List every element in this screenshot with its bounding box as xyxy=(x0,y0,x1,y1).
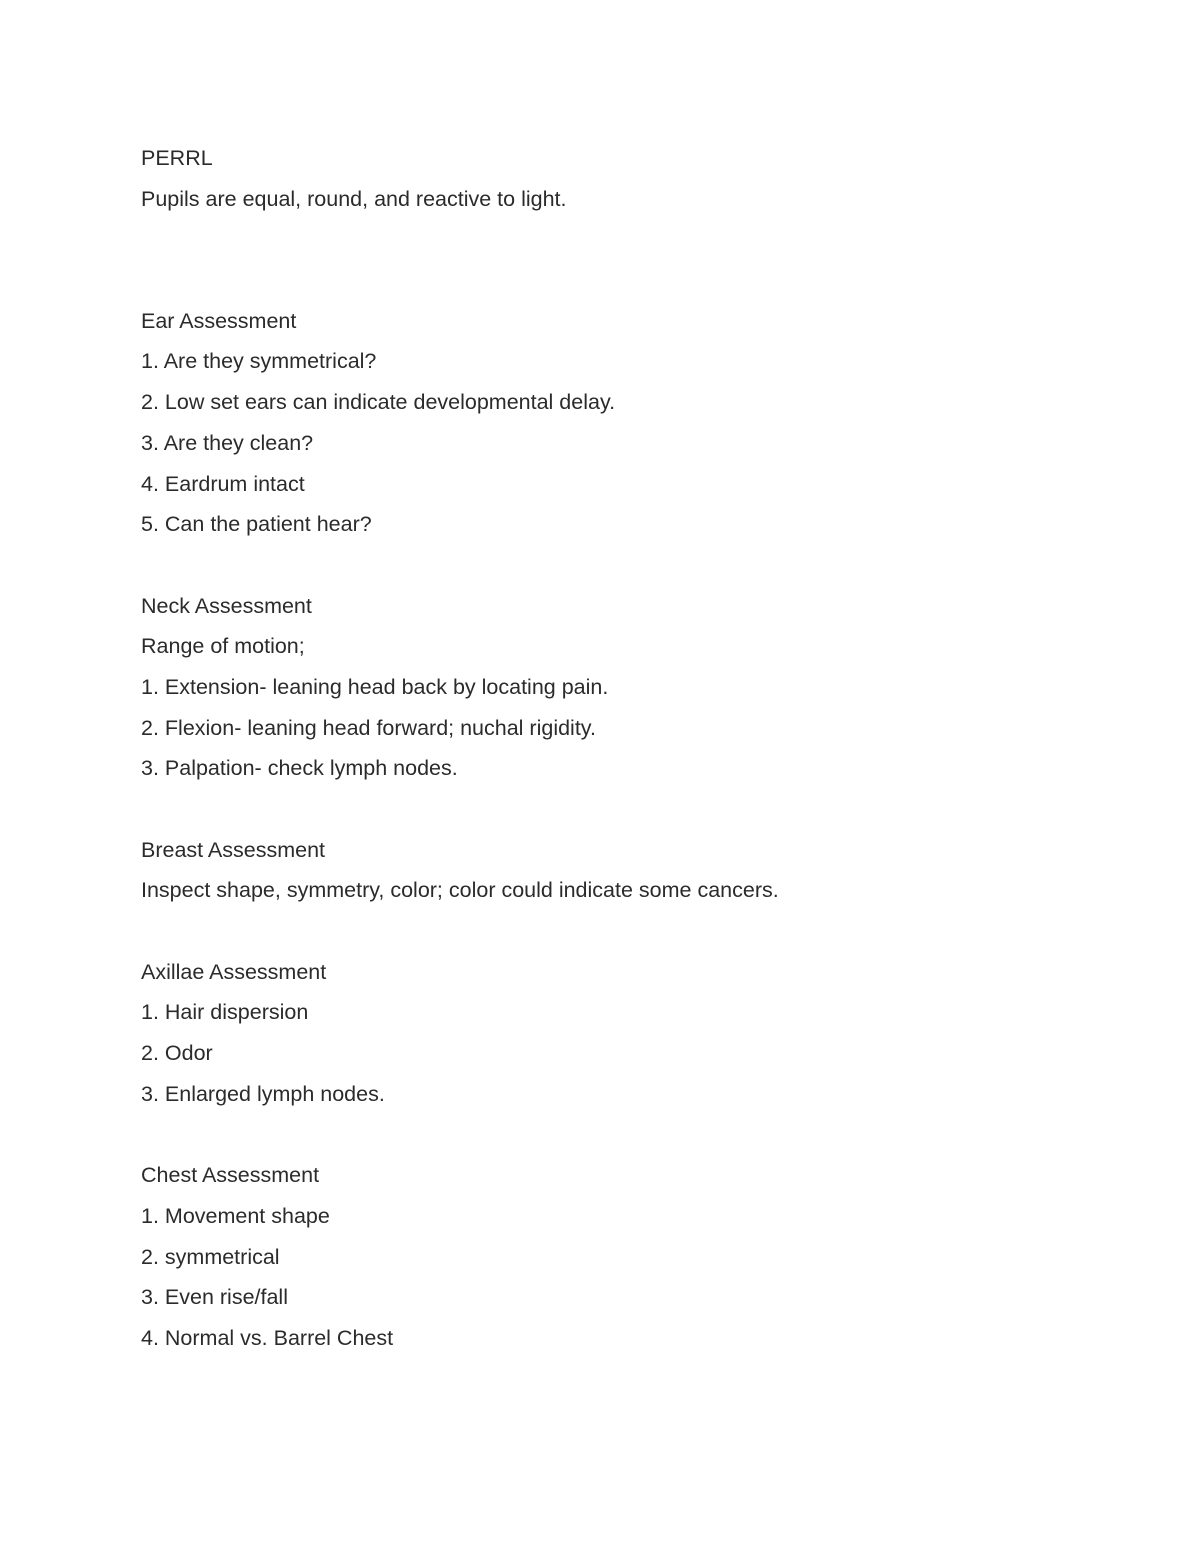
section-heading: Breast Assessment xyxy=(141,837,326,862)
section-heading: Neck Assessment xyxy=(141,593,312,618)
list-item: 2. symmetrical xyxy=(141,1244,280,1269)
section-heading: PERRL xyxy=(141,146,213,170)
list-item: 4. Eardrum intact xyxy=(141,471,305,496)
section-heading: Chest Assessment xyxy=(141,1163,320,1188)
section-axillae-assessment xyxy=(141,952,1121,1115)
list-item: 1. Are they symmetrical? xyxy=(141,349,377,374)
section-heading: Axillae Assessment xyxy=(141,959,327,984)
document-page xyxy=(141,138,1121,1359)
list-item: 1. Extension- leaning head back by locating pain. xyxy=(141,674,609,699)
section-chest-assessment xyxy=(141,1155,1121,1358)
list-item: 3. Are they clean? xyxy=(141,430,314,455)
list-item: 2. Flexion- leaning head forward; nuchal rigidity. xyxy=(141,715,596,740)
list-item: 3. Palpation- check lymph nodes. xyxy=(141,756,458,781)
list-item: 1. Hair dispersion xyxy=(141,1000,309,1025)
list-item: 2. Low set ears can indicate developmental delay. xyxy=(141,390,616,415)
section-ear-assessment xyxy=(141,301,1121,545)
list-item: 2. Odor xyxy=(141,1041,213,1066)
section-line: Range of motion; xyxy=(141,634,305,659)
section-line: Pupils are equal, round, and reactive to light. xyxy=(141,186,567,211)
section-breast-assessment xyxy=(141,830,1121,911)
list-item: 3. Enlarged lymph nodes. xyxy=(141,1081,385,1106)
section-perrl xyxy=(141,138,1121,219)
list-item: 3. Even rise/fall xyxy=(141,1285,288,1310)
list-item: 1. Movement shape xyxy=(141,1203,330,1228)
section-line: Inspect shape, symmetry, color; color could indicate some cancers. xyxy=(141,878,779,903)
list-item: 5. Can the patient hear? xyxy=(141,512,372,537)
section-neck-assessment xyxy=(141,586,1121,789)
section-heading: Ear Assessment xyxy=(141,308,297,333)
list-item: 4. Normal vs. Barrel Chest xyxy=(141,1325,394,1350)
